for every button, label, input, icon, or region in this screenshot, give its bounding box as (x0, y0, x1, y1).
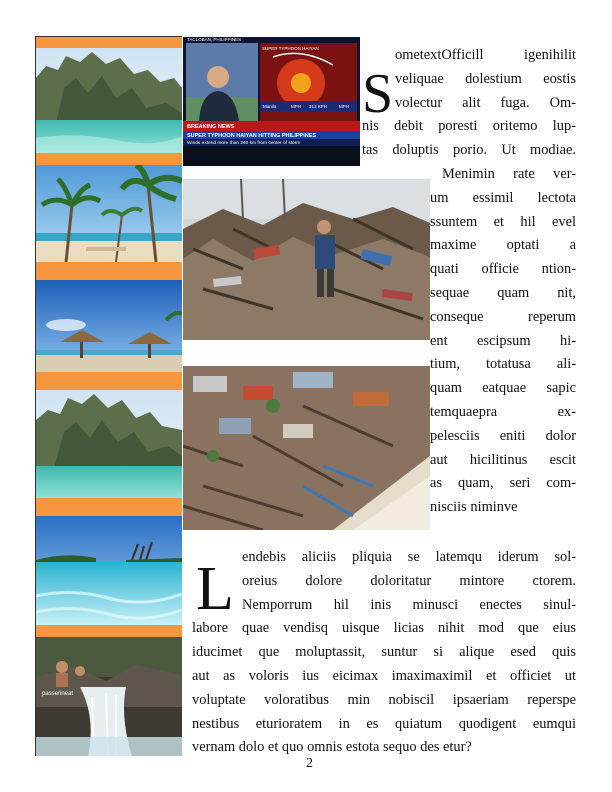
text-line: quati officie ntion- (430, 261, 576, 278)
article-paragraph-1 (395, 44, 576, 68)
news-headline: SUPER TYPHOON HAIYAN HITTING PHILIPPINES (187, 133, 317, 139)
orange-band (36, 153, 182, 165)
text-line: quam eatquae sapic (430, 380, 576, 397)
text-line: pelesciis eniti dolor (430, 427, 576, 444)
orange-band (36, 262, 182, 280)
lagoon-cliffs-photo-2 (36, 390, 182, 498)
text-line: nis debit poresti oritemo lup- (362, 118, 576, 135)
text-line: nestibus eturioratem in es quiatum quodigent eumqui (192, 715, 576, 732)
news-ticker-2: MPH (291, 104, 301, 109)
text-line: voluptate voloratibus min nobiscil ipsaeriam reperspe (192, 691, 576, 708)
article-paragraph-2-wide (192, 617, 576, 760)
text-line: volectur alit fuga. Om- (395, 94, 576, 111)
orange-band (36, 372, 182, 390)
text-line: as quam, seri com- (430, 475, 576, 492)
orange-band (36, 37, 182, 48)
news-channel-tag: TACLOBAN, PHILIPPINES (187, 37, 242, 42)
text-line: um essimil lectota (430, 189, 576, 206)
news-map-tag: SUPER TYPHOON HAIYAN (262, 46, 319, 51)
text-line: Nemporrum hil inis minusci enectes sinul- (242, 596, 576, 613)
text-line: ssuntem et hil evel (430, 213, 576, 230)
article-paragraph-1-cont (395, 68, 576, 116)
text-line: iducimet que moluptassit, suntur si alique esed quis (192, 644, 576, 661)
watermark-text: passerineat (42, 691, 74, 697)
text-line: temquaepra ex- (430, 403, 576, 420)
text-line: sequae quam nit, (430, 284, 576, 301)
palm-beach-photo (36, 165, 182, 262)
lagoon-cliffs-photo (36, 48, 182, 153)
page-number: 2 (306, 756, 313, 771)
text-line: aut hicilitinus escit (430, 451, 576, 468)
drop-cap-l: L (196, 555, 234, 623)
text-line: conseque reperum (430, 308, 576, 325)
text-line: endebis aliciis pliquia se latemqu iderum sol- (242, 549, 576, 565)
beach-huts-photo (36, 280, 182, 372)
news-ticker-1: Manila (263, 104, 277, 109)
news-subline: Winds extend more than 240 km from center of storm (187, 141, 301, 146)
text-line: aut as voloris ius eicimax imaximaximil et officiet ut (192, 667, 576, 684)
text-line: labore quae vendisq uisque licias nihit mod que eius (192, 620, 576, 637)
typhoon-news-screenshot (183, 37, 360, 166)
text-line: tium, totatusa ali- (430, 356, 576, 373)
news-ticker-3: 313 KPH (309, 104, 328, 109)
text-line: oreius dolore doloritatur mintore ctorem. (242, 572, 576, 589)
article-paragraph-1-column (430, 187, 576, 520)
text-line: vernam dolo et quo omnis estota sequo des etur? (192, 739, 472, 756)
orange-band (36, 625, 182, 637)
text-line: Menimin rate ver- (442, 166, 576, 182)
tropical-water-photo (36, 516, 182, 625)
text-line: ometextOfficill igenihilit (395, 47, 576, 63)
aerial-destruction-photo (183, 366, 430, 530)
text-line: maxime optati a (430, 237, 576, 254)
news-ticker-4: MPH (339, 104, 349, 109)
article-paragraph-2 (242, 546, 576, 617)
article-paragraph-1-wide (362, 115, 576, 163)
drop-cap-s: S (362, 63, 394, 125)
orange-band (36, 498, 182, 516)
news-breaking-label: BREAKING NEWS (187, 124, 235, 130)
text-line: tas doluptis porio. Ut modiae. (362, 142, 576, 159)
typhoon-debris-photo (183, 179, 430, 340)
waterfall-photo (36, 637, 182, 756)
article-paragraph-1-narrow (442, 163, 576, 187)
text-line: ent escipsum hi- (430, 332, 576, 349)
text-line: nisciis niminve (430, 499, 518, 516)
text-line: veliquae dolestium eostis (395, 70, 576, 87)
